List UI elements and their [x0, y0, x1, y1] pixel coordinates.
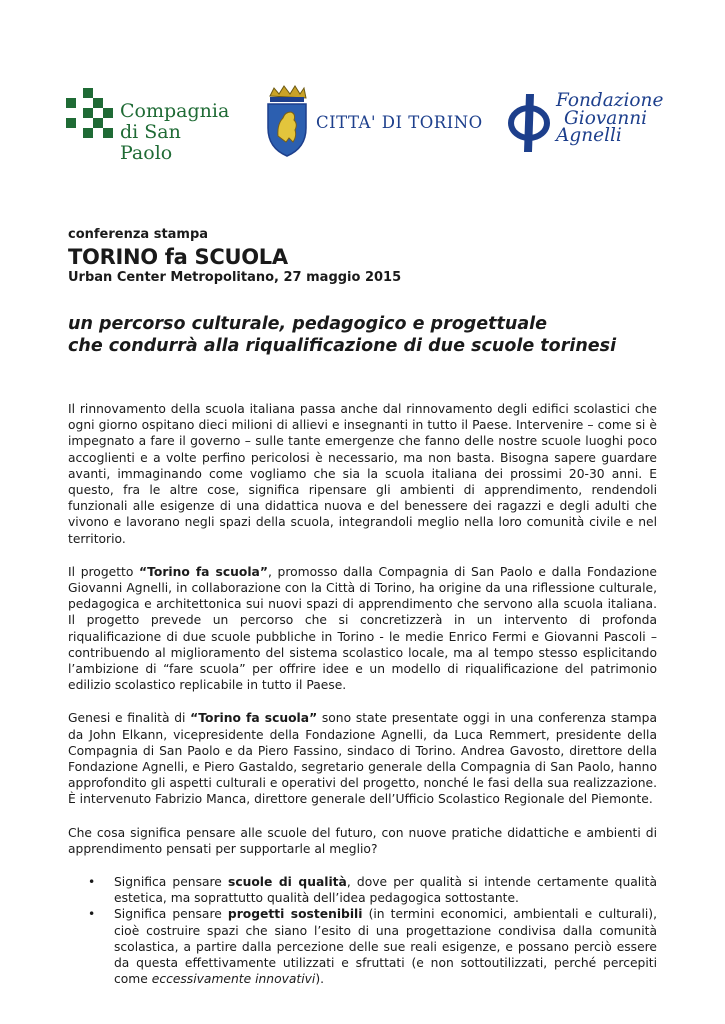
paragraph-3-lead: Genesi e finalità di — [68, 711, 191, 726]
body-text — [68, 401, 657, 988]
paragraph-1: Il rinnovamento della scuola italiana passa anche dal rinnovamento degli edifici scolastici che ogni giorno ospitano dieci milioni di allievi e insegnanti in tutto il Paese. Intervenire – come si è impegnato a fare il governo – sulle tante emergenze che fanno delle nostre scuole luoghi poco accoglienti e a volte perfino pericolosi è necessario, ma non basta. Bisogna sapere guardare avanti, immaginando come vogliamo che sia la scuola italiana dei prossimi 20-30 anni. E questo, fra le altre cose, significa ripensare gli ambienti di apprendimento, rendendoli funzionali alle esigenze di una didattica nuova e del benessere dei ragazzi e degli adulti che vivono e lavorano negli spazi della scuola, integrandoli meglio nella loro comunità civile e nel territorio. — [68, 402, 657, 546]
citta-di-torino-logo — [264, 84, 486, 158]
phi-emblem-icon — [508, 92, 552, 154]
list-item: • Significa pensare scuole di qualità, dove per qualità si intende certamente qualità estetica, ma soprattutto qualità dell’idea pedagogica sottostante. — [88, 875, 657, 906]
logo-bar — [66, 84, 686, 164]
bullet-keyword: progetti sostenibili — [227, 907, 363, 922]
event-place-date: Urban Center Metropolitano, 27 maggio 2015 — [68, 270, 402, 285]
paragraph-4: Che cosa significa pensare alle scuole del futuro, con nuove pratiche didattiche e ambienti di apprendimento pensati per supportarle al meglio? — [68, 825, 657, 856]
torino-coat-of-arms-icon — [264, 84, 310, 158]
fondazione-line2: Giovanni — [564, 107, 648, 129]
subtitle-line1: un percorso culturale, pedagogico e progettuale — [68, 314, 547, 334]
project-name: “Torino fa scuola” — [139, 564, 268, 579]
press-header — [68, 227, 658, 285]
fondazione-agnelli-logo — [508, 92, 686, 156]
checker-emblem-icon — [66, 88, 118, 148]
compagnia-line1: Compagnia — [120, 100, 230, 122]
fondazione-line1: Fondazione — [556, 90, 664, 111]
compagnia-line2: di San Paolo — [120, 121, 181, 164]
bullet-keyword: scuole di qualità — [228, 875, 347, 890]
paragraph-2-rest: , promosso dalla Compagnia di San Paolo e dalla Fondazione Giovanni Agnelli, in collaborazione con la Città di Torino, ha origine da una riflessione culturale, pedagogica e architettonica sui nuovi spazi di apprendimento che servono alla scuola italiana. Il progetto prevede un percorso che si concretizzerà in un intervento di profonda riqualificazione di due scuole pubbliche in Torino - le medie Enrico Fermi e Giovanni Pascoli – contribuendo al miglioramento del sistema scolastico locale, ma al tempo stesso esplicitando l’ambizione di “fare scuola” per offrire idee e un modello di riqualificazione del patrimonio edilizio scolastico replicabile in tutto il Paese. — [68, 564, 658, 693]
page-title: TORINO fa SCUOLA — [68, 245, 288, 269]
subtitle-line2: che condurrà alla riqualificazione di due scuole torinesi — [68, 336, 617, 356]
compagnia-san-paolo-logo — [66, 88, 236, 164]
project-name: “Torino fa scuola” — [190, 711, 318, 726]
bullet-list — [68, 874, 657, 987]
bullet-icon: • — [88, 907, 96, 922]
paragraph-2-lead: Il progetto — [68, 564, 140, 579]
paragraph-3 — [68, 710, 657, 807]
subtitle — [68, 313, 668, 357]
conference-label: conferenza stampa — [68, 227, 209, 242]
fondazione-line3: Agnelli — [556, 125, 622, 146]
paragraph-2 — [68, 564, 657, 694]
italic-phrase: eccessivamente innovativi — [151, 972, 316, 987]
paragraph-3-rest: sono state presentate oggi in una conferenza stampa da John Elkann, vicepresidente della Fondazione Agnelli, da Luca Remmert, presidente della Compagnia di San Paolo e da Piero Fassino, sindaco di Torino. Andrea Gavosto, direttore della Fondazione Agnelli, e Piero Gastaldo, segretario generale della Compagnia di San Paolo, hanno approfondito gli aspetti culturali e operativi del progetto, nonché le fasi della sua realizzazione. È intervenuto Fabrizio Manca, direttore generale dell’Ufficio Scolastico Regionale del Piemonte. — [68, 711, 657, 807]
list-item: • Significa pensare progetti sostenibili (in termini economici, ambientali e culturali), cioè costruire spazi che siano l’esito di una progettazione condivisa dalla comunità scolastica, a partire dalla percezione delle sue reali esigenze, e possano perciò essere da questa effettivamente utilizzati e sfruttati (e non sottoutilizzati, perché percepiti come eccessivamente innovativi). — [88, 907, 657, 987]
bullet-icon: • — [88, 875, 96, 890]
citta-di-torino-text: CITTA' DI TORINO — [316, 113, 483, 132]
